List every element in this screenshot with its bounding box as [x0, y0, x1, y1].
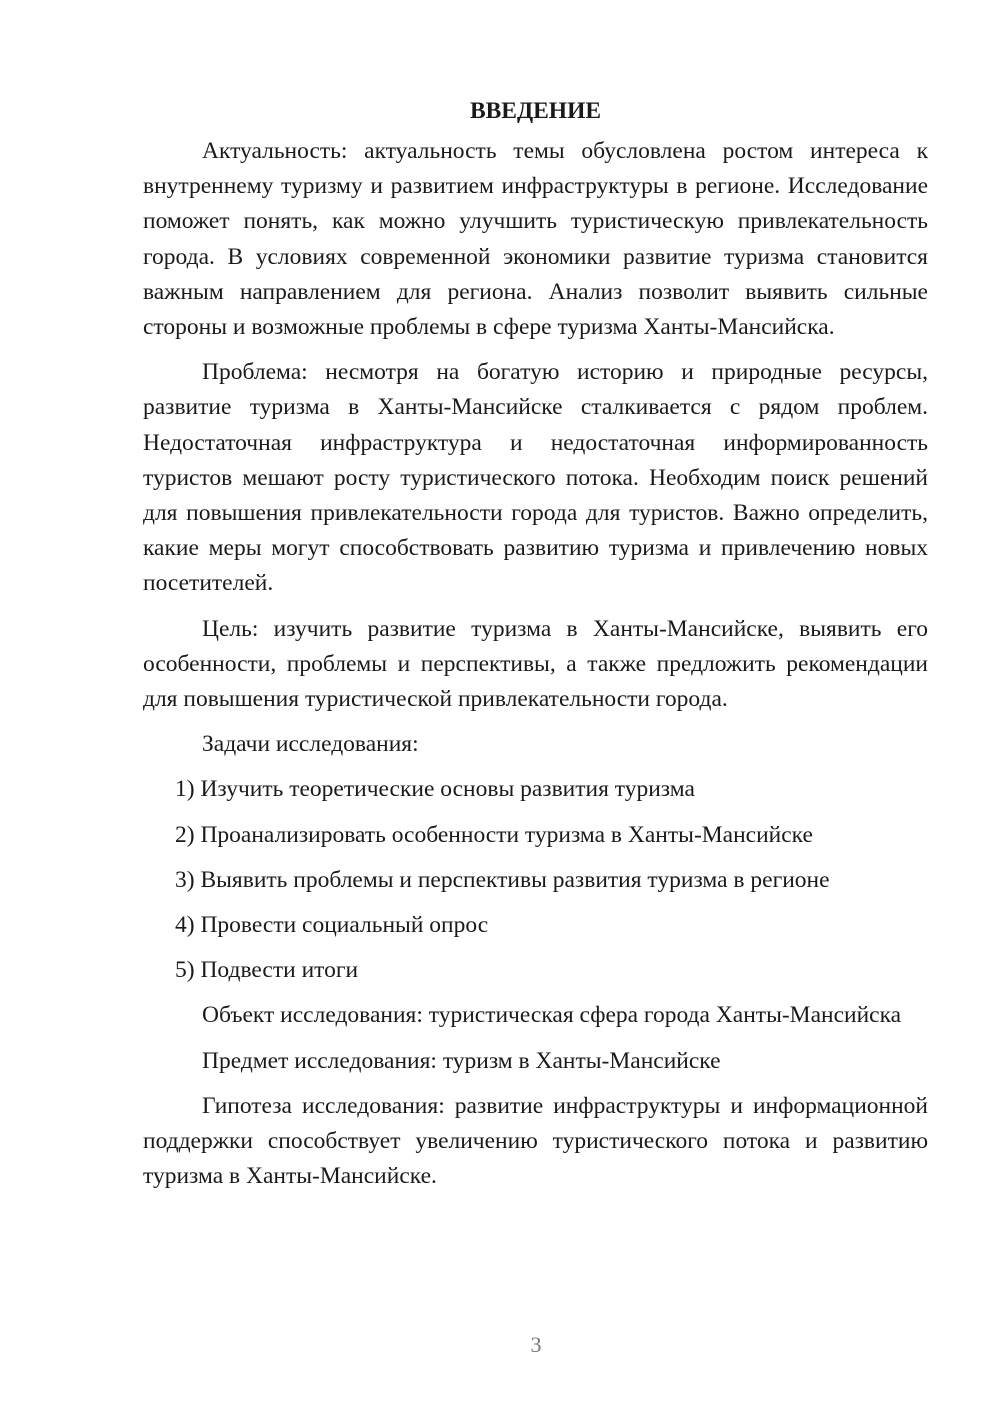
problem-paragraph: Проблема: несмотря на богатую историю и природные ресурсы, развитие туризма в Ханты-Мансийске сталкивается с рядом проблем. Недостаточная инфраструктура и недостаточная информированность туристов мешают росту туристического потока. Необходим поиск решений для повышения привлекательности города для туристов. Важно определить, какие меры могут способствовать развитию туризма и привлечению новых посетителей.: [143, 359, 928, 597]
hypothesis-paragraph: Гипотеза исследования: развитие инфраструктуры и информационной поддержки способствует увеличению туристического потока и развитию туризма в Ханты-Мансийске.: [143, 1092, 928, 1190]
page-title: ВВЕДЕНИЕ: [469, 98, 602, 124]
page-number: 3: [530, 1332, 542, 1357]
subject-paragraph: Предмет исследования: туризм в Ханты-Мансийске: [202, 1047, 721, 1074]
object-paragraph: Объект исследования: туристическая сфера города Ханты-Мансийска: [202, 1002, 902, 1029]
task-item: 3) Выявить проблемы и перспективы развития туризма в регионе: [175, 866, 830, 893]
goal-paragraph: Цель: изучить развитие туризма в Ханты-Мансийске, выявить его особенности, проблемы и перспективы, а также предложить рекомендации для повышения туристической привлекательности города.: [143, 615, 928, 713]
page-content: [143, 92, 928, 1204]
task-item: 2) Проанализировать особенности туризма в Ханты-Мансийске: [175, 821, 813, 848]
relevance-paragraph: Актуальность: актуальность темы обусловлена ростом интереса к внутреннему туризму и развитием инфраструктуры в регионе. Исследование поможет понять, как можно улучшить туристическую привлекательность города. В условиях современной экономики развитие туризма становится важным направлением для региона. Анализ позволит выявить сильные стороны и возможные проблемы в сфере туризма Ханты-Мансийска.: [143, 138, 928, 341]
tasks-list: [143, 772, 928, 988]
task-item: 5) Подвести итоги: [175, 957, 359, 984]
task-item: 4) Провести социальный опрос: [175, 912, 489, 939]
tasks-title: Задачи исследования:: [202, 731, 419, 758]
task-item: 1) Изучить теоретические основы развития туризма: [175, 776, 695, 803]
